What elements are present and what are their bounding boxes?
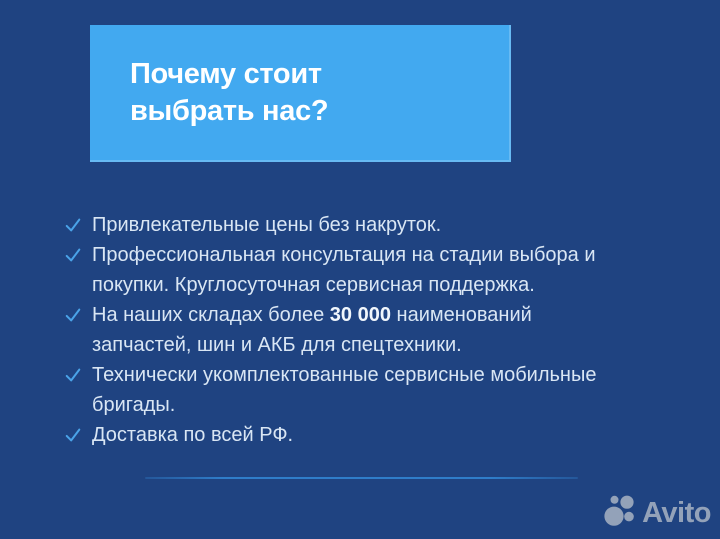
benefit-text: Привлекательные цены без накруток.	[92, 214, 442, 236]
check-icon	[64, 216, 82, 234]
benefit-text: На наших складах более 30 000 наименований запчастей, шин и АКБ для спецтехники.	[92, 304, 532, 356]
benefit-item	[64, 300, 664, 360]
page-title-line-2: выбрать нас?	[130, 95, 329, 127]
benefit-text: Доставка по всей РФ.	[92, 424, 294, 446]
benefit-item	[64, 210, 664, 240]
avito-logo	[591, 493, 711, 533]
check-icon	[64, 426, 82, 444]
check-icon	[64, 366, 82, 384]
check-icon	[64, 246, 82, 264]
benefit-text: Технически укомплектованные сервисные мобильные бригады.	[92, 364, 597, 416]
benefits-list	[64, 210, 664, 450]
avito-mark-icon	[591, 493, 639, 533]
benefit-text: Профессиональная консультация на стадии выбора и покупки. Круглосуточная сервисная поддержка.	[92, 244, 596, 296]
title-card	[90, 25, 511, 162]
benefit-item	[64, 420, 664, 450]
check-icon	[64, 306, 82, 324]
benefit-item	[64, 360, 664, 420]
benefit-item	[64, 240, 664, 300]
page-title-line-1: Почему стоит	[130, 58, 322, 90]
avito-wordmark: Avito	[642, 497, 711, 529]
divider-line	[145, 477, 578, 479]
